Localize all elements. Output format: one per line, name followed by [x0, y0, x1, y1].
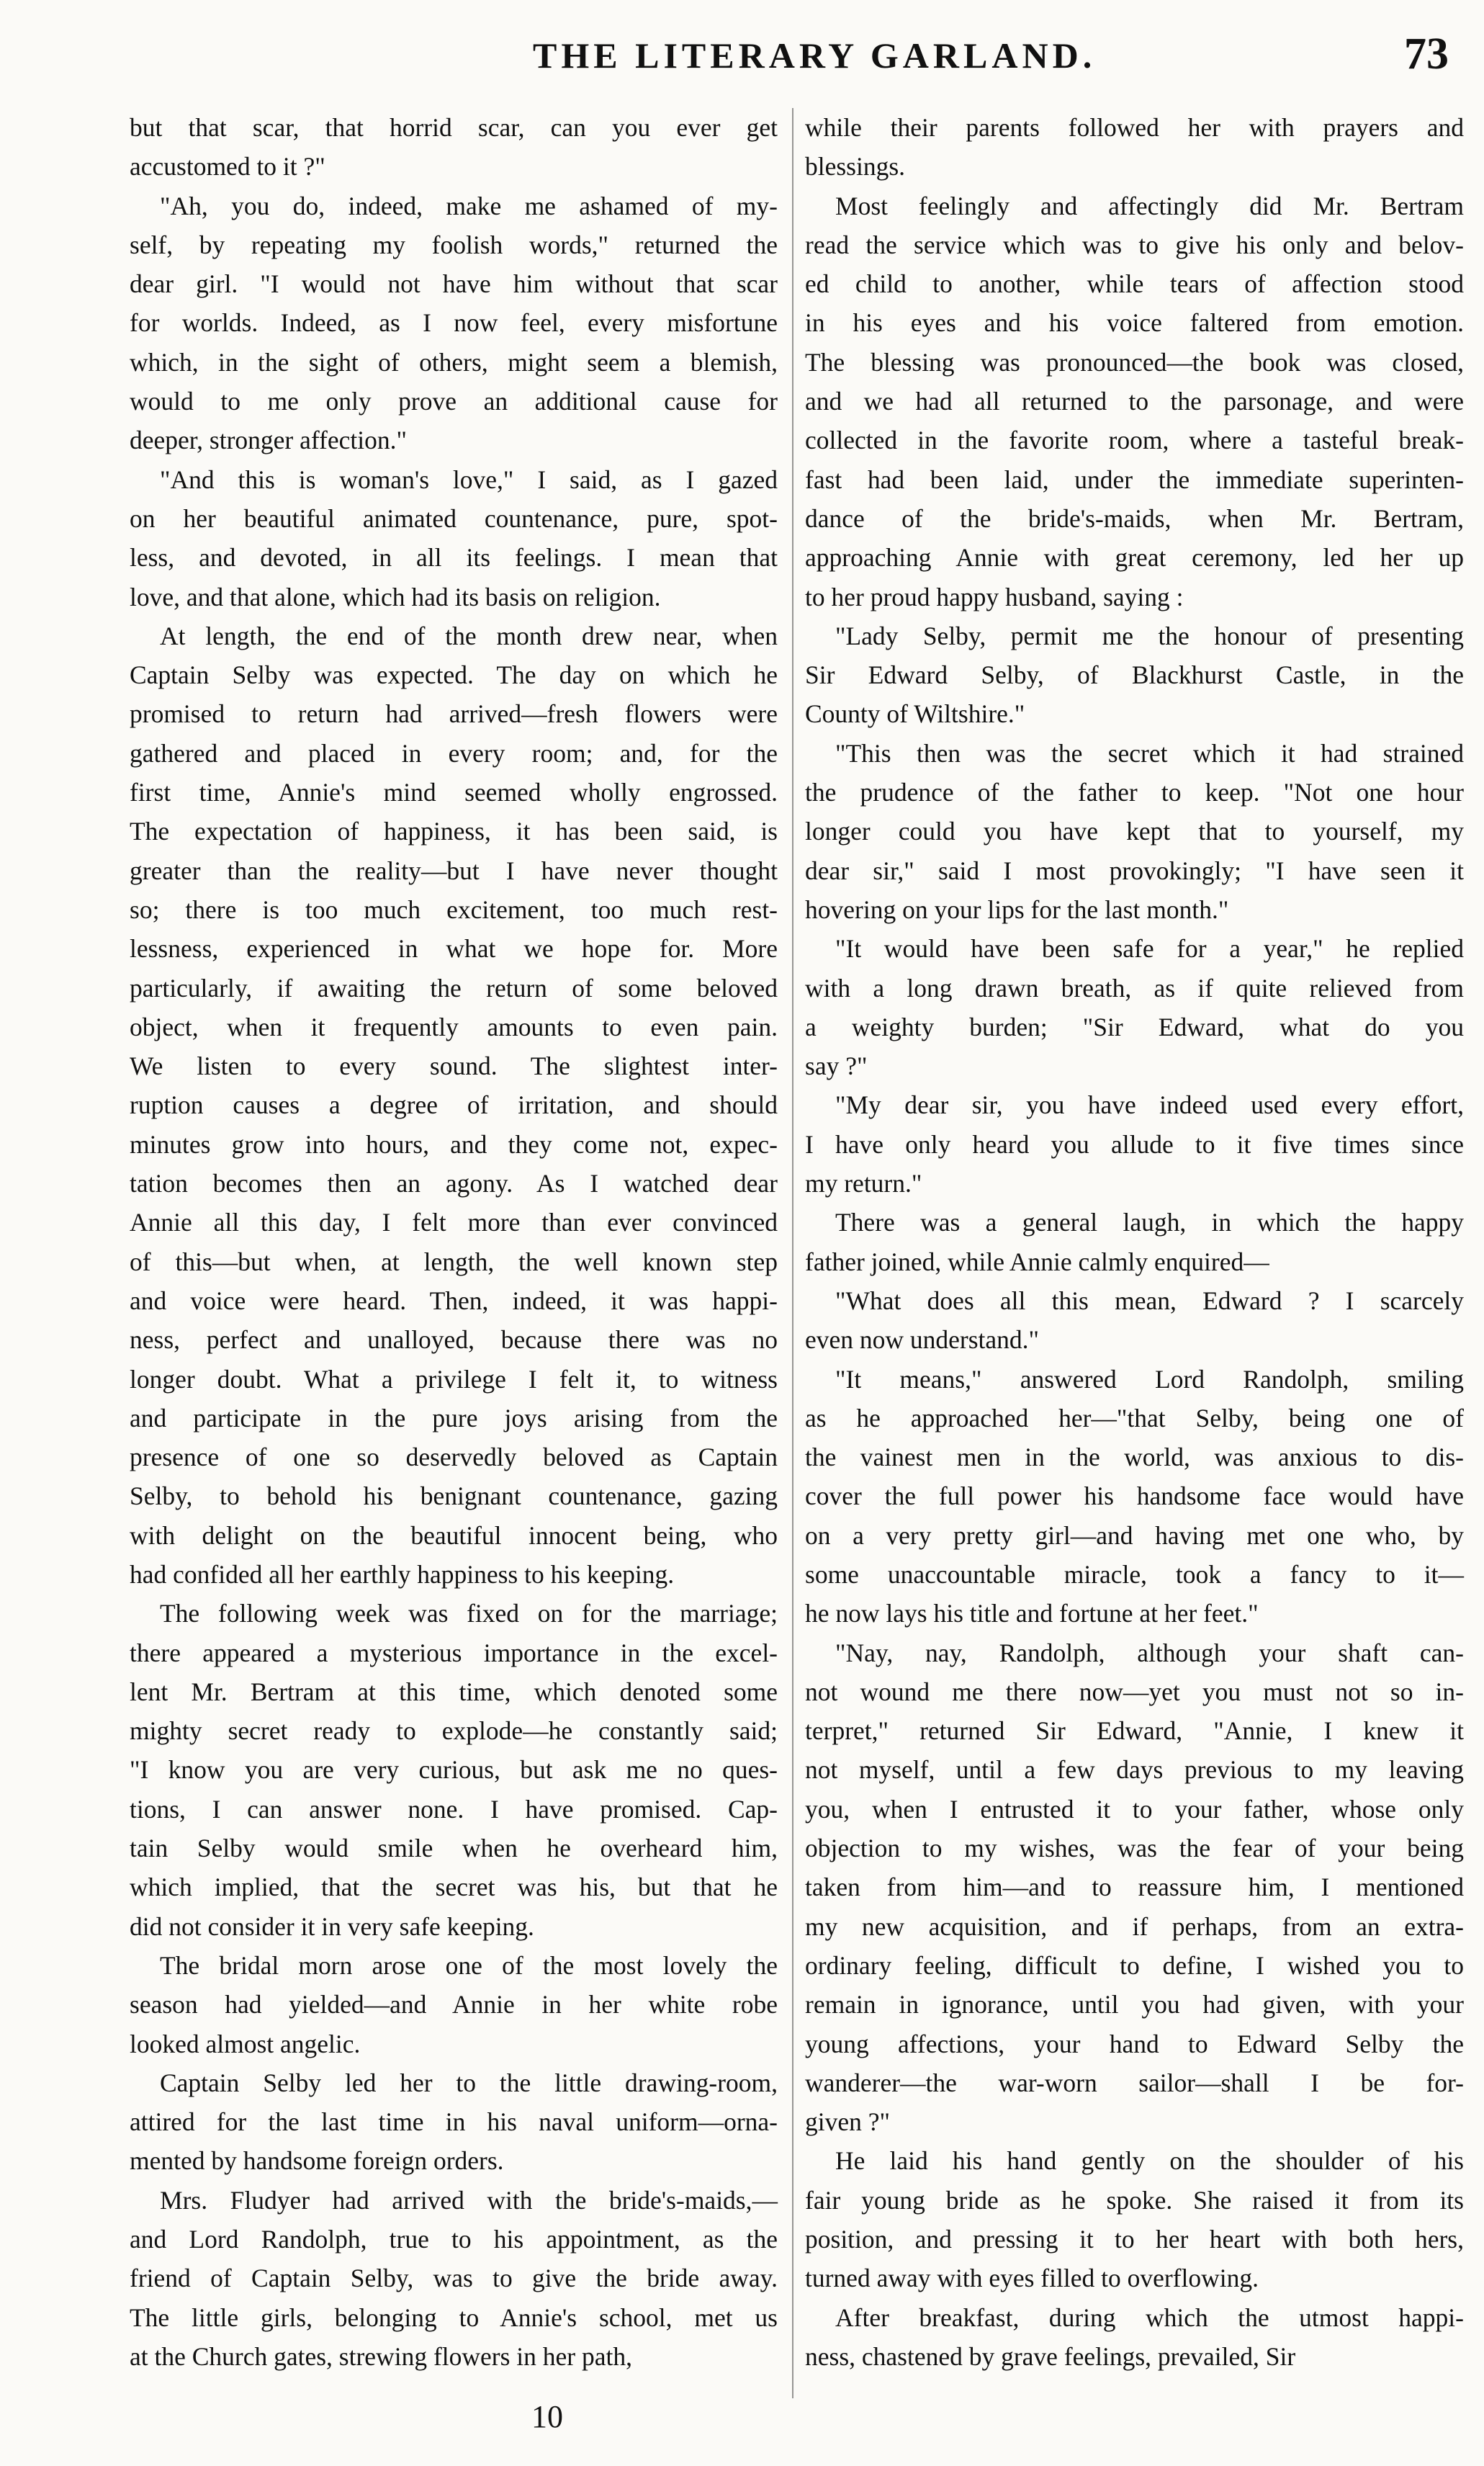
- text-line: looked almost angelic.: [130, 2029, 361, 2058]
- text-line: Captain Selby led her to the little drawing-room,: [160, 2068, 778, 2097]
- text-line: love, and that alone, which had its basis on religion.: [130, 582, 661, 611]
- text-line: terpret," returned Sir Edward, "Annie, I knew it: [805, 1716, 1464, 1746]
- text-line: "I know you are very curious, but ask me no ques-: [130, 1755, 778, 1785]
- text-line: ruption causes a degree of irritation, and should: [130, 1090, 778, 1120]
- text-line: some unaccountable miracle, took a fancy to it—: [805, 1559, 1464, 1589]
- text-line: mented by handsome foreign orders.: [130, 2146, 504, 2176]
- text-line: objection to my wishes, was the fear of your being: [805, 1834, 1464, 1863]
- text-line: "Ah, you do, indeed, make me ashamed of my-: [160, 191, 778, 220]
- text-line: tions, I can answer none. I have promised. Cap-: [130, 1794, 778, 1824]
- text-line: and voice were heard. Then, indeed, it was happi-: [130, 1286, 778, 1315]
- left-column: [130, 108, 778, 2376]
- text-line: did not consider it in very safe keeping.: [130, 1911, 534, 1941]
- text-line: which, in the sight of others, might seem a blemish,: [130, 347, 778, 377]
- text-line: deeper, stronger affection.": [130, 426, 407, 455]
- paragraph: [130, 616, 778, 1594]
- paragraph: [805, 929, 1464, 1085]
- text-line: hovering on your lips for the last month.": [805, 895, 1229, 924]
- text-line: as he approached her—"that Selby, being one of: [805, 1403, 1464, 1432]
- text-line: so; there is too much excitement, too much rest-: [130, 895, 778, 924]
- paragraph: [130, 187, 778, 460]
- text-line: We listen to every sound. The slightest inter-: [130, 1052, 778, 1081]
- text-line: After breakfast, during which the utmost happi-: [835, 2303, 1464, 2332]
- text-line: presence of one so deservedly beloved as Captain: [130, 1443, 778, 1472]
- text-line: longer could you have kept that to yourself, my: [805, 817, 1464, 846]
- text-line: lessness, experienced in what we hope for. More: [130, 934, 778, 964]
- paragraph: [805, 187, 1464, 616]
- paragraph: [805, 734, 1464, 929]
- running-title: THE LITERARY GARLAND.: [533, 35, 1097, 76]
- text-line: my new acquisition, and if perhaps, from an extra-: [805, 1911, 1464, 1941]
- text-line: The little girls, belonging to Annie's school, met us: [130, 2303, 778, 2332]
- text-line: mighty secret ready to explode—he constantly said;: [130, 1716, 778, 1746]
- text-line: collected in the favorite room, where a tasteful break-: [805, 426, 1464, 455]
- text-line: The expectation of happiness, it has been said, is: [130, 817, 778, 846]
- page-number: 73: [1404, 30, 1449, 79]
- text-line: first time, Annie's mind seemed wholly engrossed.: [130, 778, 778, 807]
- text-line: blessings.: [805, 152, 906, 181]
- text-line: He laid his hand gently on the shoulder of his: [835, 2146, 1464, 2176]
- running-header: [0, 29, 1484, 86]
- text-line: wanderer—the war-worn sailor—shall I be for-: [805, 2068, 1464, 2097]
- text-line: ed child to another, while tears of affection stood: [805, 269, 1464, 299]
- text-line: and Lord Randolph, true to his appointment, as the: [130, 2225, 778, 2254]
- text-line: fast had been laid, under the immediate superinten-: [805, 465, 1464, 494]
- text-line: Annie all this day, I felt more than ever convinced: [130, 1208, 778, 1237]
- text-line: Mrs. Fludyer had arrived with the bride's-maids,—: [160, 2185, 778, 2215]
- paragraph: [130, 108, 778, 187]
- text-line: on her beautiful animated countenance, pure, spot-: [130, 503, 778, 533]
- text-line: given ?": [805, 2107, 890, 2137]
- text-line: to her proud happy husband, saying :: [805, 582, 1184, 611]
- text-line: accustomed to it ?": [130, 152, 325, 181]
- paragraph: [805, 1633, 1464, 2142]
- text-line: with delight on the beautiful innocent being, who: [130, 1520, 778, 1550]
- text-line: Most feelingly and affectingly did Mr. Bertram: [835, 191, 1464, 220]
- text-line: say ?": [805, 1052, 868, 1081]
- text-line: position, and pressing it to her heart with both hers,: [805, 2225, 1464, 2254]
- text-line: "Nay, nay, Randolph, although your shaft can-: [835, 1638, 1464, 1667]
- text-line: The blessing was pronounced—the book was closed,: [805, 347, 1464, 377]
- text-line: on a very pretty girl—and having met one who, by: [805, 1520, 1464, 1550]
- text-line: "It would have been safe for a year," he replied: [835, 934, 1464, 964]
- text-line: the prudence of the father to keep. "Not one hour: [805, 778, 1464, 807]
- paragraph: [805, 2298, 1464, 2377]
- text-line: County of Wiltshire.": [805, 699, 1025, 729]
- text-line: gathered and placed in every room; and, for the: [130, 738, 778, 768]
- text-line: "Lady Selby, permit me the honour of presenting: [835, 621, 1464, 650]
- text-line: fair young bride as he spoke. She raised it from its: [805, 2185, 1464, 2215]
- text-line: turned away with eyes filled to overflowing.: [805, 2264, 1259, 2293]
- text-line: which implied, that the secret was his, but that he: [130, 1873, 778, 1902]
- text-line: not myself, until a few days previous to my leaving: [805, 1755, 1464, 1785]
- text-line: ordinary feeling, difficult to define, I wished you to: [805, 1950, 1464, 1980]
- text-line: father joined, while Annie calmly enquired—: [805, 1247, 1269, 1276]
- paragraph: [805, 1085, 1464, 1203]
- text-line: "It means," answered Lord Randolph, smiling: [835, 1364, 1464, 1394]
- text-line: ness, perfect and unalloyed, because there was no: [130, 1325, 778, 1355]
- text-line: read the service which was to give his only and belov-: [805, 230, 1464, 259]
- text-line: had confided all her earthly happiness to his keeping.: [130, 1559, 675, 1589]
- text-line: but that scar, that horrid scar, can you ever get: [130, 113, 778, 142]
- paragraph: [130, 1946, 778, 2063]
- text-line: The bridal morn arose one of the most lovely the: [160, 1950, 778, 1980]
- text-line: attired for the last time in his naval uniform—orna-: [130, 2107, 778, 2137]
- paragraph: [130, 2063, 778, 2181]
- text-line: particularly, if awaiting the return of some beloved: [130, 973, 778, 1003]
- paragraph: [805, 1360, 1464, 1633]
- paragraph: [805, 2141, 1464, 2297]
- text-line: my return.": [805, 1169, 922, 1198]
- text-line: Sir Edward Selby, of Blackhurst Castle, in the: [805, 660, 1464, 690]
- text-line: young affections, your hand to Edward Selby the: [805, 2029, 1464, 2058]
- paragraph: [805, 1203, 1464, 1281]
- text-line: while their parents followed her with prayers and: [805, 113, 1464, 142]
- text-line: ness, chastened by grave feelings, prevailed, Sir: [805, 2341, 1296, 2371]
- right-column: [805, 108, 1464, 2376]
- text-line: not wound me there now—yet you must not so in-: [805, 1677, 1464, 1706]
- text-line: you, when I entrusted it to your father, whose only: [805, 1794, 1464, 1824]
- text-line: approaching Annie with great ceremony, led her up: [805, 543, 1464, 573]
- paragraph: [805, 1281, 1464, 1360]
- text-line: tation becomes then an agony. As I watched dear: [130, 1169, 778, 1198]
- text-line: the vainest men in the world, was anxious to dis-: [805, 1443, 1464, 1472]
- text-line: dear girl. "I would not have him without that scar: [130, 269, 778, 299]
- text-line: dear sir," said I most provokingly; "I have seen it: [805, 856, 1464, 885]
- text-line: The following week was fixed on for the marriage;: [160, 1599, 778, 1628]
- text-line: "My dear sir, you have indeed used every effort,: [835, 1090, 1464, 1120]
- text-line: "What does all this mean, Edward ? I scarcely: [835, 1286, 1464, 1315]
- text-line: friend of Captain Selby, was to give the bride away.: [130, 2264, 778, 2293]
- text-line: would to me only prove an additional cause for: [130, 387, 778, 416]
- text-line: taken from him—and to reassure him, I mentioned: [805, 1873, 1464, 1902]
- paragraph: [130, 2181, 778, 2376]
- text-line: I have only heard you allude to it five times since: [805, 1129, 1464, 1159]
- text-line: promised to return had arrived—fresh flowers were: [130, 699, 778, 729]
- paragraph: [130, 460, 778, 616]
- text-line: at the Church gates, strewing flowers in her path,: [130, 2341, 632, 2371]
- text-line: "And this is woman's love," I said, as I gazed: [160, 465, 778, 494]
- text-line: remain in ignorance, until you had given, with your: [805, 1990, 1464, 2019]
- text-line: At length, the end of the month drew near, when: [160, 621, 778, 650]
- text-line: "This then was the secret which it had strained: [835, 738, 1464, 768]
- text-line: of this—but when, at length, the well known step: [130, 1247, 778, 1276]
- text-line: cover the full power his handsome face would have: [805, 1481, 1464, 1511]
- text-line: self, by repeating my foolish words," returned the: [130, 230, 778, 259]
- paragraph: [130, 1594, 778, 1946]
- column-divider: [792, 108, 793, 2398]
- text-line: tain Selby would smile when he overheard him,: [130, 1834, 778, 1863]
- paragraph: [805, 616, 1464, 734]
- text-line: less, and devoted, in all its feelings. I mean that: [130, 543, 778, 573]
- text-line: even now understand.": [805, 1325, 1040, 1355]
- text-line: There was a general laugh, in which the happy: [835, 1208, 1464, 1237]
- text-line: for worlds. Indeed, as I now feel, every misfortune: [130, 308, 778, 338]
- text-line: object, when it frequently amounts to even pain.: [130, 1012, 778, 1041]
- text-line: greater than the reality—but I have never thought: [130, 856, 778, 885]
- text-line: Selby, to behold his benignant countenance, gazing: [130, 1481, 778, 1511]
- text-line: in his eyes and his voice faltered from emotion.: [805, 308, 1464, 338]
- text-line: longer doubt. What a privilege I felt it, to witness: [130, 1364, 778, 1394]
- text-line: season had yielded—and Annie in her white robe: [130, 1990, 778, 2019]
- signature-mark: 10: [531, 2399, 563, 2434]
- text-line: minutes grow into hours, and they come not, expec-: [130, 1129, 778, 1159]
- text-line: a weighty burden; "Sir Edward, what do you: [805, 1012, 1464, 1041]
- text-line: Captain Selby was expected. The day on which he: [130, 660, 778, 690]
- text-line: there appeared a mysterious importance in the excel-: [130, 1638, 778, 1667]
- text-line: with a long drawn breath, as if quite relieved from: [805, 973, 1464, 1003]
- paragraph: [805, 108, 1464, 187]
- text-line: and we had all returned to the parsonage, and were: [805, 387, 1464, 416]
- text-line: dance of the bride's-maids, when Mr. Bertram,: [805, 503, 1464, 533]
- text-line: he now lays his title and fortune at her feet.": [805, 1599, 1259, 1628]
- text-line: lent Mr. Bertram at this time, which denoted some: [130, 1677, 778, 1706]
- text-line: and participate in the pure joys arising from the: [130, 1403, 778, 1432]
